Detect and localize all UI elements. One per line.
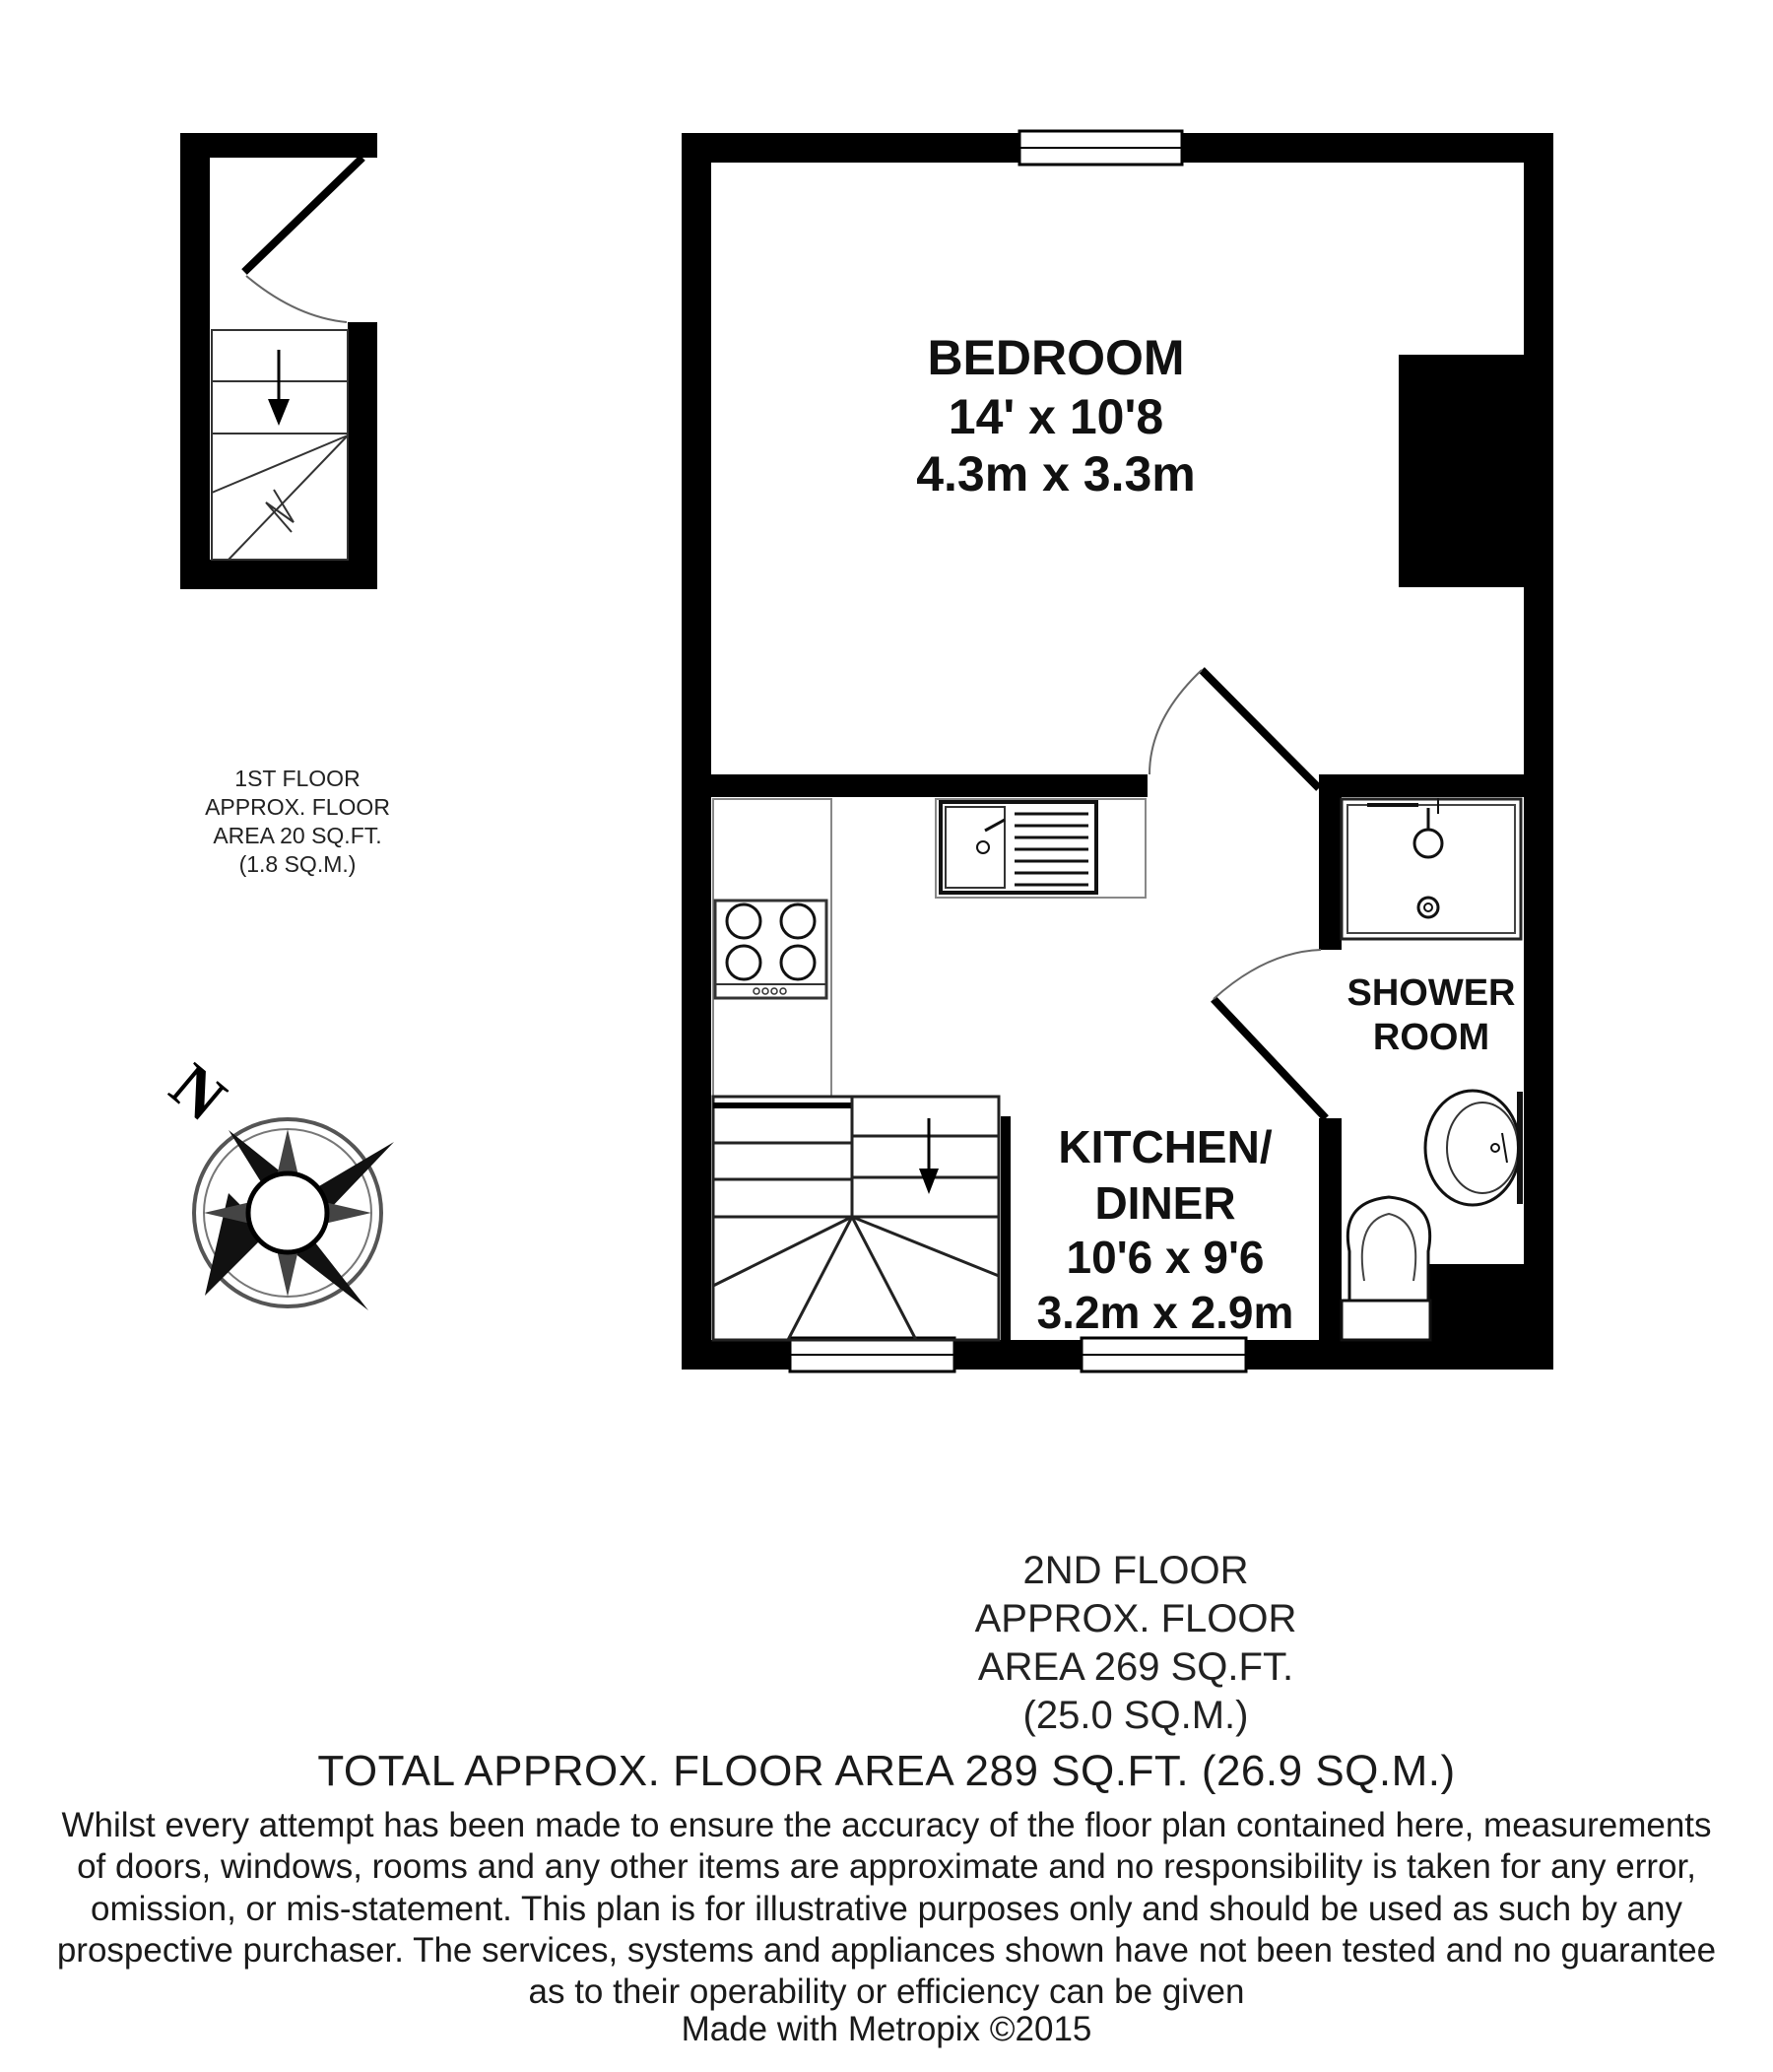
wash-basin [1425,1091,1523,1205]
first-floor-stair-arrow [268,350,290,426]
first-floor-label-line4: (1.8 SQ.M.) [238,851,357,877]
kitchen-diner-size-imperial: 10'6 x 9'6 [1066,1232,1265,1283]
toilet [1342,1197,1430,1340]
shower-room-name-line1: SHOWER [1346,972,1516,1014]
second-floor-staircase [713,1097,999,1340]
bedroom-name: BEDROOM [927,330,1185,385]
second-floor-plan [682,131,1553,1737]
metropix-credit: Made with Metropix ©2015 [681,2010,1092,2048]
disclaimer-line: omission, or mis-statement. This plan is for illustrative purposes only and should be used as such by any [91,1889,1682,1928]
kitchen-diner-name-line2: DINER [1094,1177,1236,1229]
disclaimer-line: of doors, windows, rooms and any other items are approximate and no responsibility is taken for any error, [77,1847,1696,1887]
shower-room-door [1214,950,1326,1118]
chimney-breast [1399,355,1532,587]
first-floor-door [244,158,362,322]
first-floor-plan [180,133,390,877]
first-floor-label-line2: APPROX. FLOOR [205,794,390,820]
kitchen-sink [941,802,1096,893]
second-floor-label-line3: AREA 269 SQ.FT. [977,1645,1294,1689]
shower-tray [1342,798,1521,939]
second-floor-stair-arrow [919,1118,939,1194]
second-floor-label-line2: APPROX. FLOOR [974,1597,1297,1640]
bedroom-size-imperial: 14' x 10'8 [948,389,1164,444]
compass-rose [157,1050,394,1310]
first-floor-label-line1: 1ST FLOOR [234,766,361,791]
bedroom-door [1149,670,1319,788]
kitchen-window [1082,1338,1246,1371]
compass-north-letter: N [157,1049,239,1136]
disclaimer-line: prospective purchaser. The services, systems and appliances shown have not been tested and no guarantee [56,1930,1717,1970]
first-floor-label-line3: AREA 20 SQ.FT. [213,823,382,848]
kitchen-diner-name-line1: KITCHEN/ [1058,1121,1273,1172]
kitchen-hob [715,901,826,998]
second-floor-label-line1: 2ND FLOOR [1022,1549,1249,1592]
bedroom-window [1019,131,1182,165]
bedroom-size-metric: 4.3m x 3.3m [916,446,1196,501]
second-floor-label-line4: (25.0 SQ.M.) [1022,1694,1249,1737]
disclaimer-line: Whilst every attempt has been made to ensure the accuracy of the floor plan contained here, measurements [61,1806,1712,1844]
disclaimer [0,1805,1773,2013]
disclaimer-line: as to their operability or efficiency can be given [528,1972,1245,2012]
shower-room-name-line2: ROOM [1372,1017,1490,1058]
stair-window [790,1338,954,1371]
total-floor-area: TOTAL APPROX. FLOOR AREA 289 SQ.FT. (26.9 SQ.M.) [317,1747,1456,1795]
kitchen-diner-size-metric: 3.2m x 2.9m [1036,1287,1294,1338]
